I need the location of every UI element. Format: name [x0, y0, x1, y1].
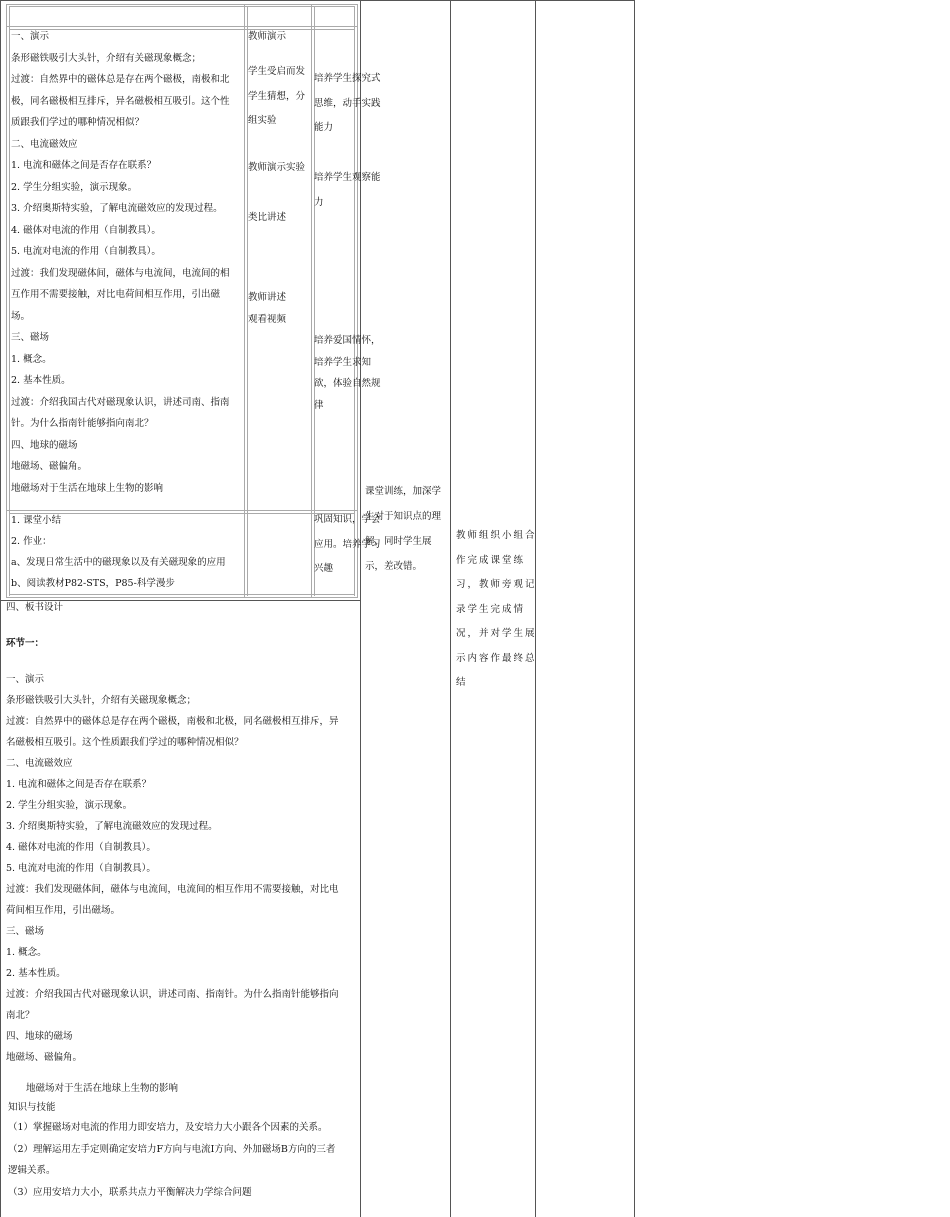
goal-group-1 [314, 67, 381, 141]
text-line: 兴趣 [314, 563, 334, 574]
text-line: 观看视频 [248, 313, 287, 325]
text-line: 3. 介绍奥斯特实验，了解电流磁效应的发现过程。 [6, 821, 218, 832]
text-line: 教师组织小组合 [456, 530, 537, 541]
text-line: 能力 [314, 122, 334, 133]
text-line: 二、电流磁效应 [6, 758, 73, 769]
text-line: 巩固知识，学会 [314, 514, 381, 525]
text-line: 2. 基本性质。 [6, 968, 66, 979]
text-line: 结 [456, 677, 468, 688]
right-col-text [456, 524, 537, 696]
text-line: 生对于知识点的理 [365, 511, 442, 522]
text-line: 1. 课堂小结 [11, 515, 62, 526]
text-line: 逻辑关系。 [8, 1165, 56, 1176]
text-line: 示内容作最终总 [456, 652, 537, 664]
text-line: 课堂训练，加深学 [365, 486, 442, 497]
text-line: 一、演示 [6, 674, 45, 685]
text-line: 解，同时学生展 [365, 536, 432, 547]
text-line: 过渡：我们发现磁体间，磁体与电流间，电流间的相互作用不需要接触，对比电 [6, 884, 339, 895]
goal-group-2 [314, 166, 381, 215]
method-analogy: 类比讲述 [248, 212, 287, 223]
text-line: 地磁场对于生活在地球上生物的影响 [11, 482, 164, 494]
text-line: （2）理解运用左手定则确定安培力F方向与电流I方向、外加磁场B方向的三者 [8, 1143, 336, 1155]
text-line: 培养爱国情怀， [314, 335, 381, 346]
outer-top-border [0, 0, 635, 1]
text-line: 况，并对学生展 [456, 628, 537, 639]
text-line: 习，教师旁观记 [456, 579, 537, 590]
text-line: 1. 电流和磁体之间是否存在联系？ [6, 779, 152, 790]
text-line: 5. 电流对电流的作用（自制教具）。 [6, 863, 156, 874]
text-line: 过渡：介绍我国古代对磁现象认识，讲述司南、指南针。为什么指南针能够指向 [6, 989, 339, 1000]
text-line: 2. 作业： [11, 536, 52, 547]
knowledge-lines [8, 1117, 335, 1203]
summary-col1 [11, 510, 226, 594]
board-section-title: 环节一： [6, 638, 45, 649]
text-line: 三、磁场 [6, 926, 45, 937]
text-line: 1. 电流和磁体之间是否存在联系？ [11, 160, 157, 171]
text-line: 4. 磁体对电流的作用（自制教具）。 [6, 842, 156, 853]
text-line: 1. 概念。 [11, 353, 52, 365]
text-line: 2. 学生分组实验，演示现象。 [6, 800, 133, 811]
text-line: 四、地球的磁场 [11, 439, 78, 451]
inner-col1-text [11, 26, 230, 499]
method-teacher-experiment: 教师演示实验 [248, 162, 306, 173]
text-line: 互作用不需要接触，对比电荷间相互作用，引出磁 [11, 289, 221, 300]
method-teacher-demo: 教师演示 [248, 31, 287, 42]
text-line: 一、演示 [11, 31, 50, 42]
text-line: 质跟我们学过的哪种情况相似？ [11, 117, 145, 128]
outer-right-border [634, 0, 635, 1217]
board-lines [6, 669, 339, 1068]
text-line: 地磁场、磁偏角。 [6, 1052, 83, 1063]
inner-table-bottom [6, 597, 358, 598]
inner-table-border-left [6, 4, 7, 598]
text-line: 录学生完成情 [456, 603, 526, 615]
inner-col-divider-1 [244, 4, 245, 598]
inner-table-border-top [6, 4, 358, 5]
text-line: 极，同名磁极相互排斥，异名磁极相互吸引。这个性 [11, 95, 230, 107]
text-line: 学生受启而发 [248, 66, 306, 77]
goal-group-3 [314, 330, 381, 416]
text-line: 3. 介绍奥斯特实验，了解电流磁效应的发现过程。 [11, 203, 223, 214]
text-line: 学生猜想，分 [248, 90, 306, 102]
text-line: 南北？ [6, 1010, 35, 1021]
middle-col-text [365, 479, 441, 579]
text-line: 应用。培养学习 [314, 538, 381, 550]
text-line: 过渡：自然界中的磁体总是存在两个磁极，南极和北极，同名磁极相互排斥，异 [6, 716, 339, 727]
text-line: 条形磁铁吸引大头针，介绍有关磁现象概念； [11, 52, 202, 64]
text-line: a、发现日常生活中的磁现象以及有关磁现象的应用 [11, 557, 226, 568]
text-line: （3）应用安培力大小，联系共点力平衡解决力学综合问题 [8, 1186, 252, 1198]
text-line: 荷间相互作用，引出磁场。 [6, 905, 121, 916]
text-line: 条形磁铁吸引大头针，介绍有关磁现象概念； [6, 695, 197, 706]
text-line: 过渡：介绍我国古代对磁现象认识，讲述司南、指南 [11, 396, 230, 408]
text-line: 场。 [11, 310, 31, 322]
text-line: 2. 基本性质。 [11, 375, 71, 386]
text-line: 示，差改错。 [365, 561, 423, 572]
outer-divider-2 [450, 0, 451, 1217]
text-line: 律 [314, 399, 324, 411]
text-line: 5. 电流对电流的作用（自制教具）。 [11, 246, 161, 257]
text-line: 培养学生求知 [314, 356, 372, 368]
knowledge-title: 知识与技能 [8, 1102, 56, 1113]
text-line: 针。为什么指南针能够指向南北？ [11, 418, 154, 429]
board-heading: 四、板书设计 [6, 602, 64, 613]
text-line: 名磁极相互吸引。这个性质跟我们学过的哪种情况相似？ [6, 737, 244, 748]
inner-table-border-left-2 [9, 6, 10, 596]
outer-left-border [0, 0, 1, 1217]
text-line: 欲，体验自然规 [314, 378, 381, 389]
text-line: 组实验 [248, 115, 277, 126]
text-line: 地磁场、磁偏角。 [11, 461, 88, 472]
inner-col-divider-2 [311, 4, 312, 598]
board-indented-line: 地磁场对于生活在地球上生物的影响 [26, 1083, 179, 1094]
method-group-5 [248, 287, 286, 330]
text-line: （1）掌握磁场对电流的作用力即安培力，及安培力大小跟各个因素的关系。 [8, 1122, 328, 1133]
text-line: 1. 概念。 [6, 947, 47, 958]
text-line: b、阅读教材P82-STS，P85-科学漫步 [11, 578, 175, 589]
text-line: 2. 学生分组实验，演示现象。 [11, 181, 138, 193]
inner-table-border-top-2 [9, 6, 355, 7]
text-line: 4. 磁体对电流的作用（自制教具）。 [11, 224, 161, 236]
text-line: 过渡：自然界中的磁体总是存在两个磁极，南极和北 [11, 74, 230, 85]
text-line: 培养学生探究式 [314, 73, 381, 84]
method-group-2 [248, 60, 305, 134]
text-line: 三、磁场 [11, 332, 50, 343]
text-line: 四、地球的磁场 [6, 1031, 73, 1042]
inner-table-bottom-2 [9, 594, 355, 595]
text-line: 思维，动手实践 [314, 97, 381, 109]
text-line: 培养学生观察能 [314, 172, 381, 183]
text-line: 力 [314, 196, 324, 208]
text-line: 教师讲述 [248, 292, 287, 303]
text-line: 过渡：我们发现磁体间，磁体与电流间，电流间的相 [11, 267, 230, 279]
outer-row-divider [0, 600, 360, 601]
text-line: 二、电流磁效应 [11, 138, 78, 150]
text-line: 作完成课堂练 [456, 554, 526, 566]
